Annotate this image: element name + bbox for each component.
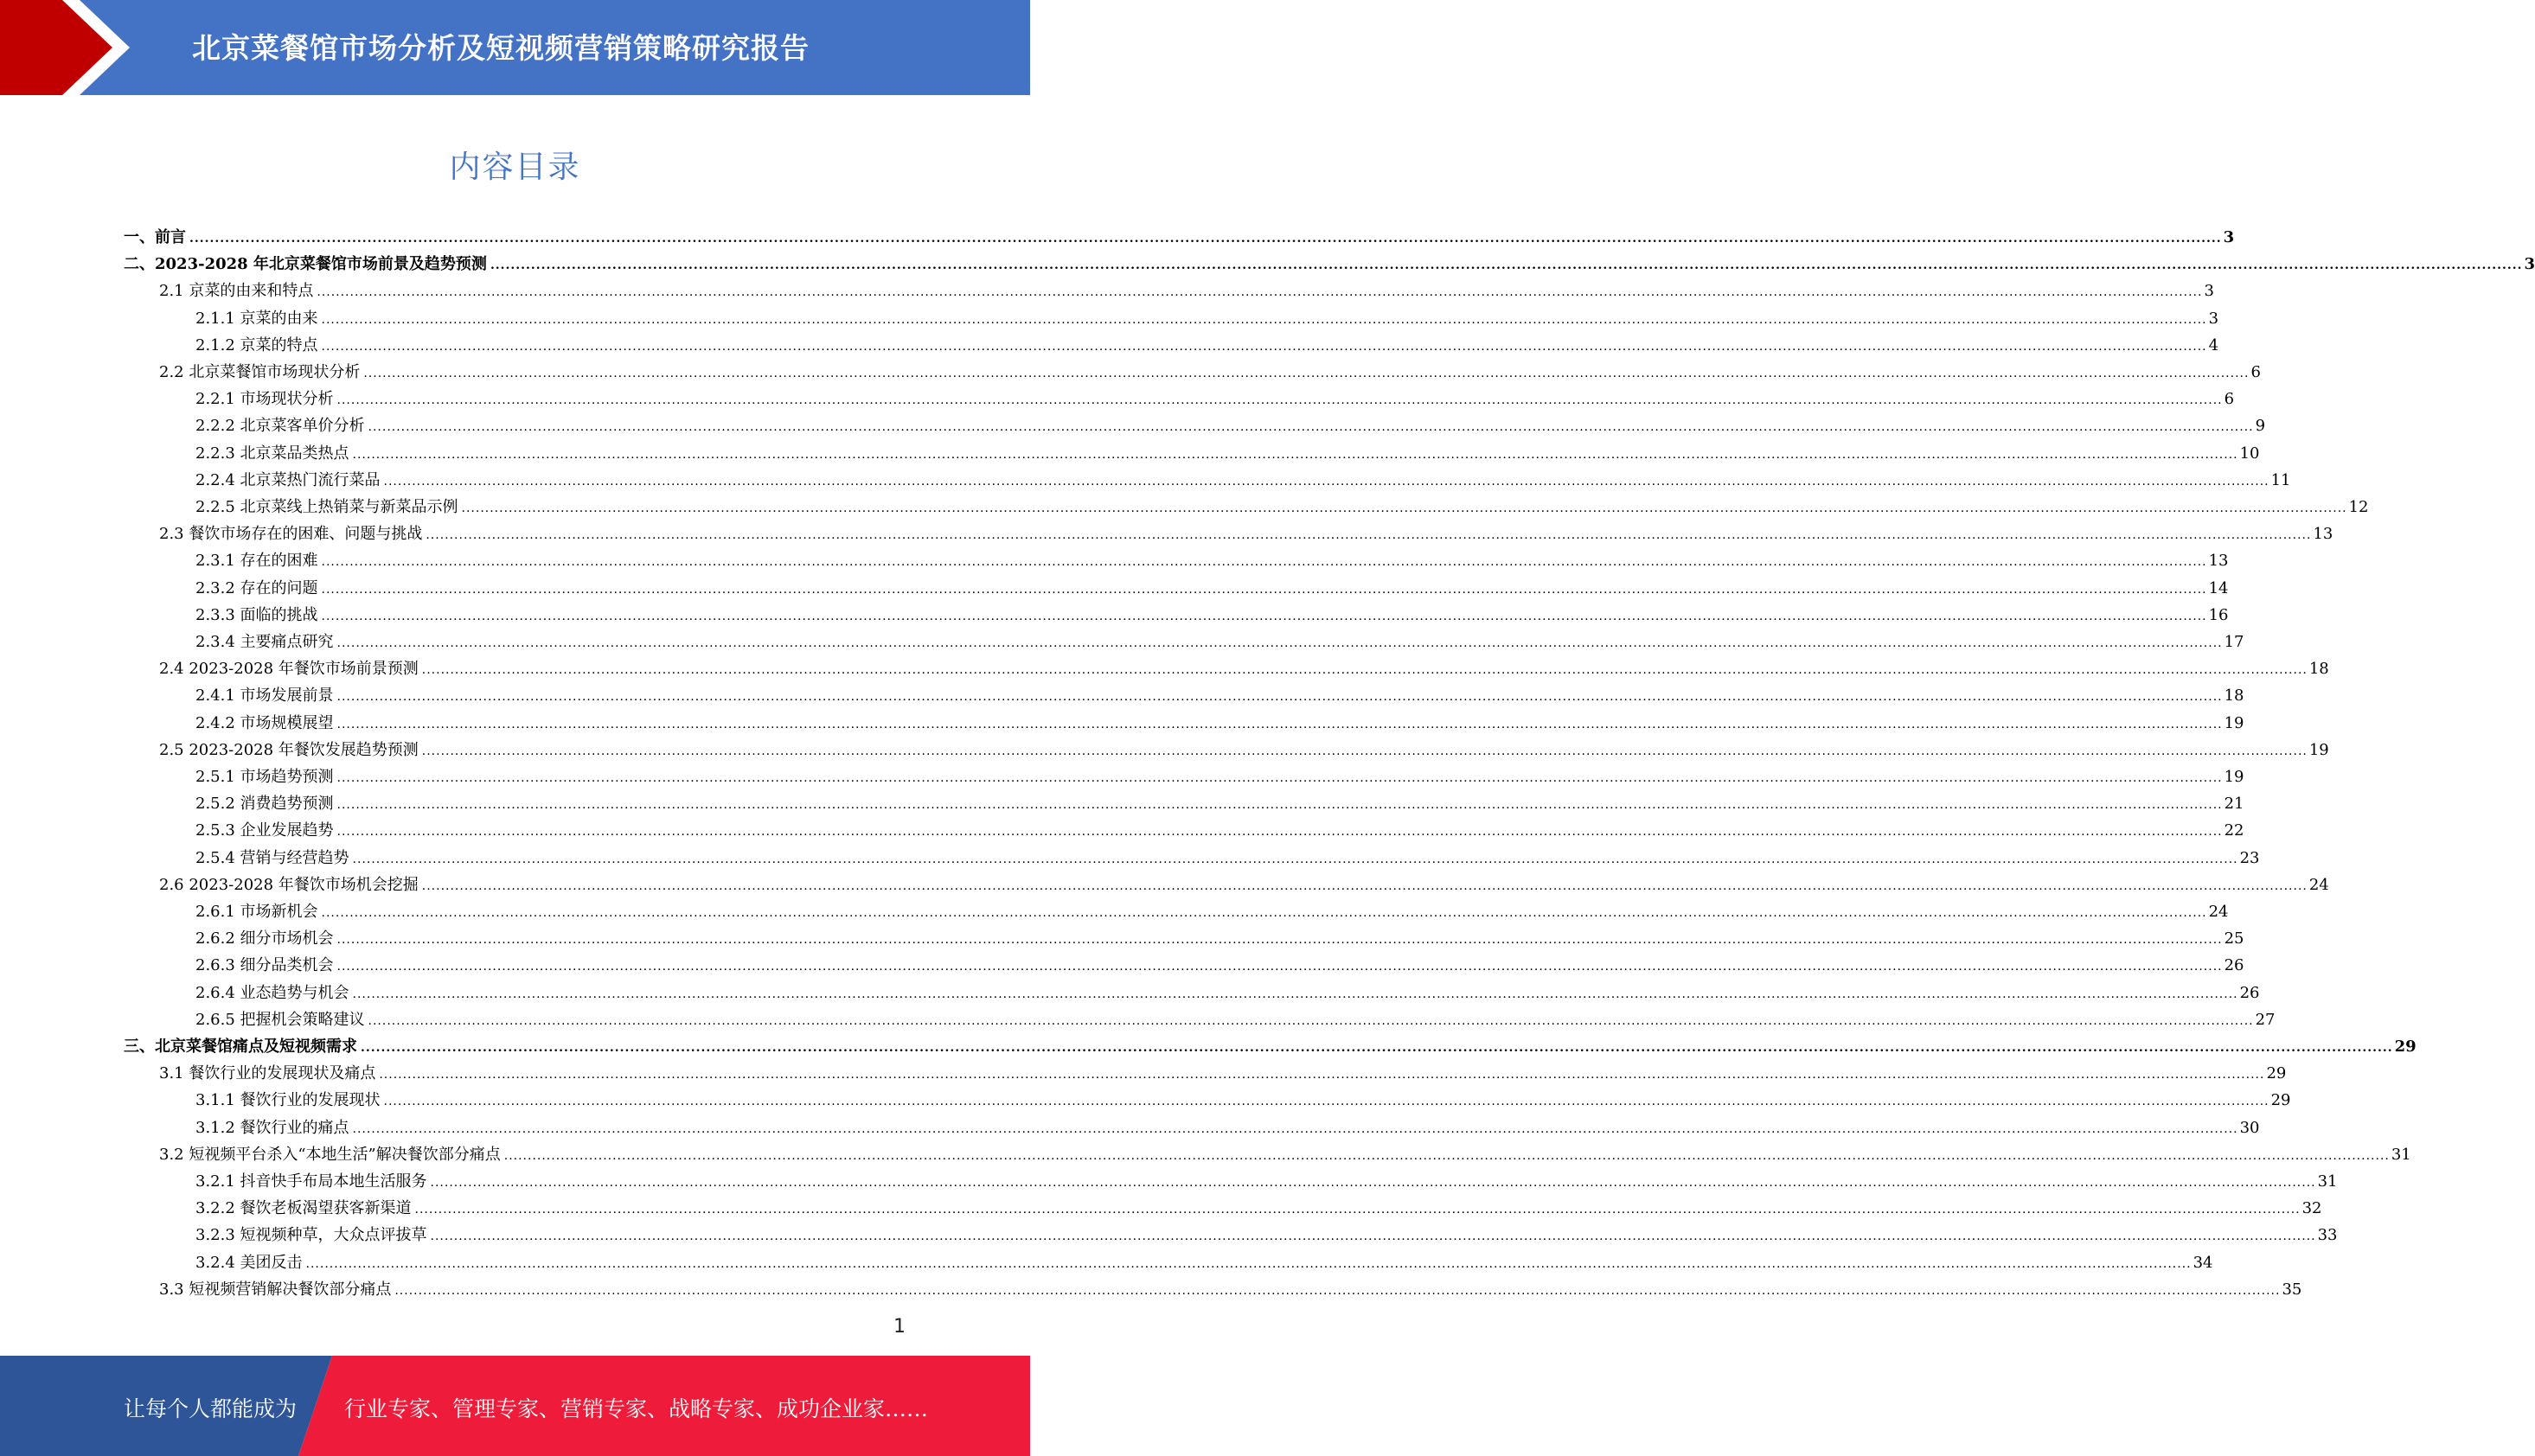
toc-entry-page: 10 <box>2239 444 2260 463</box>
toc-leader-dots: ................................................................................................................................................................................................................................................................................................................................................................................................................ <box>368 420 2254 435</box>
toc-leader-dots: ................................................................................................................................................................................................................................................................................................................................................................................................................ <box>317 285 2203 300</box>
toc-entry-page: 14 <box>2208 578 2229 597</box>
toc-entry-label: 2.6.2 细分市场机会 <box>195 929 334 948</box>
toc-entry-label: 2.4.2 市场规模展望 <box>195 713 334 732</box>
toc-entry-page: 30 <box>2239 1118 2260 1137</box>
toc-entry[interactable] <box>195 706 2244 732</box>
toc-entry-page: 3 <box>2204 282 2214 301</box>
toc-entry[interactable] <box>124 1029 2417 1056</box>
toc-entry[interactable] <box>195 436 2260 463</box>
toc-entry-label: 2.2 北京菜餐馆市场现状分析 <box>159 363 361 381</box>
toc-entry-label: 3.1.2 餐饮行业的痛点 <box>195 1118 349 1137</box>
toc-leader-dots: ................................................................................................................................................................................................................................................................................................................................................................................................................ <box>352 987 2238 1001</box>
toc-leader-dots: ................................................................................................................................................................................................................................................................................................................................................................................................................ <box>336 636 2223 650</box>
toc-entry-page: 26 <box>2239 983 2260 1002</box>
toc-entry-page: 31 <box>2391 1145 2411 1164</box>
toc-entry[interactable] <box>124 246 2535 274</box>
toc-entry-page: 31 <box>2317 1172 2338 1191</box>
toc-entry-page: 21 <box>2224 795 2244 814</box>
toc-entry[interactable] <box>159 354 2261 381</box>
toc-entry-label: 2.5.4 营销与经营趋势 <box>195 848 349 867</box>
toc-entry-label: 3.2.4 美团反击 <box>195 1253 303 1272</box>
toc-entry-page: 35 <box>2282 1280 2302 1299</box>
toc-entry[interactable] <box>195 759 2244 786</box>
toc-entry[interactable] <box>195 948 2244 975</box>
toc-entry-page: 6 <box>2250 363 2261 381</box>
toc-entry-label: 2.2.2 北京菜客单价分析 <box>195 417 365 436</box>
toc-entry[interactable] <box>195 328 2219 354</box>
toc-entry[interactable] <box>159 867 2329 894</box>
toc-entry-page: 34 <box>2193 1253 2213 1272</box>
toc-leader-dots: ................................................................................................................................................................................................................................................................................................................................................................................................................ <box>352 1121 2238 1136</box>
toc-entry-label: 2.2.4 北京菜热门流行菜品 <box>195 470 381 489</box>
toc-leader-dots: ................................................................................................................................................................................................................................................................................................................................................................................................................ <box>503 1148 2390 1163</box>
toc-entry-page: 19 <box>2224 713 2244 732</box>
toc-entry-page: 3 <box>2223 228 2235 246</box>
toc-entry[interactable] <box>195 1245 2213 1272</box>
toc-entry-label: 3.2.1 抖音快手布局本地生活服务 <box>195 1172 427 1191</box>
toc-entry-page: 26 <box>2224 956 2244 975</box>
toc-leader-dots: ................................................................................................................................................................................................................................................................................................................................................................................................................ <box>383 474 2269 489</box>
toc-leader-dots: ................................................................................................................................................................................................................................................................................................................................................................................................................ <box>321 312 2207 327</box>
page-number: 1 <box>893 1316 906 1338</box>
toc-leader-dots: ................................................................................................................................................................................................................................................................................................................................................................................................................ <box>321 339 2207 354</box>
toc-entry-page: 22 <box>2224 821 2244 840</box>
toc-entry[interactable] <box>195 1002 2276 1029</box>
toc-leader-dots: ................................................................................................................................................................................................................................................................................................................................................................................................................ <box>321 609 2207 623</box>
toc-entry-page: 24 <box>2308 875 2329 894</box>
toc-leader-dots: ................................................................................................................................................................................................................................................................................................................................................................................................................ <box>361 1041 2393 1055</box>
toc-leader-dots: ................................................................................................................................................................................................................................................................................................................................................................................................................ <box>336 798 2223 813</box>
toc-entry[interactable] <box>195 894 2229 921</box>
toc-entry-page: 29 <box>2270 1091 2291 1110</box>
toc-entry-label: 3.1.1 餐饮行业的发展现状 <box>195 1091 381 1110</box>
toc-leader-dots: ................................................................................................................................................................................................................................................................................................................................................................................................................ <box>321 582 2207 597</box>
toc-entry[interactable] <box>195 678 2244 706</box>
toc-leader-dots: ................................................................................................................................................................................................................................................................................................................................................................................................................ <box>490 259 2523 273</box>
toc-entry-label: 3.3 短视频营销解决餐饮部分痛点 <box>159 1280 392 1299</box>
toc-entry-label: 2.5.2 消费趋势预测 <box>195 795 334 814</box>
toc-entry-page: 18 <box>2224 686 2244 706</box>
toc-entry[interactable] <box>195 840 2260 867</box>
toc-entry[interactable] <box>159 1137 2411 1164</box>
toc-entry-page: 13 <box>2208 552 2229 571</box>
toc-entry[interactable] <box>124 220 2235 246</box>
toc-entry-label: 2.3 餐饮市场存在的困难、问题与挑战 <box>159 525 423 544</box>
toc-entry-page: 23 <box>2239 848 2260 867</box>
toc-entry-page: 18 <box>2308 660 2329 679</box>
toc-leader-dots: ................................................................................................................................................................................................................................................................................................................................................................................................................ <box>394 1283 2281 1298</box>
toc-leader-dots: ................................................................................................................................................................................................................................................................................................................................................................................................................ <box>461 501 2347 515</box>
toc-entry-label: 三、北京菜餐馆痛点及短视频需求 <box>124 1038 357 1056</box>
toc-entry-page: 25 <box>2224 929 2244 948</box>
toc-leader-dots: ................................................................................................................................................................................................................................................................................................................................................................................................................ <box>421 878 2308 893</box>
toc-entry-page: 17 <box>2224 633 2244 651</box>
toc-leader-dots: ................................................................................................................................................................................................................................................................................................................................................................................................................ <box>352 447 2238 462</box>
toc-entry[interactable] <box>195 975 2260 1002</box>
toc-entry[interactable] <box>195 813 2244 840</box>
toc-entry[interactable] <box>195 624 2244 651</box>
toc-leader-dots: ................................................................................................................................................................................................................................................................................................................................................................................................................ <box>321 906 2207 920</box>
toc-entry-label: 2.2.1 市场现状分析 <box>195 390 334 409</box>
toc-entry-label: 3.1 餐饮行业的发展现状及痛点 <box>159 1064 376 1083</box>
toc-entry-label: 2.4.1 市场发展前景 <box>195 686 334 706</box>
toc-entry-page: 16 <box>2208 605 2229 624</box>
footer-slogan-right: 行业专家、管理专家、营销专家、战略专家、成功企业家…… <box>344 1396 929 1421</box>
toc-entry-label: 2.5.1 市场趋势预测 <box>195 768 334 786</box>
toc-leader-dots: ................................................................................................................................................................................................................................................................................................................................................................................................................ <box>336 825 2223 840</box>
toc-entry[interactable] <box>159 273 2214 301</box>
toc-leader-dots: ................................................................................................................................................................................................................................................................................................................................................................................................................ <box>383 1095 2269 1109</box>
toc-entry[interactable] <box>195 301 2219 328</box>
toc-entry[interactable] <box>195 1191 2322 1218</box>
toc-entry-label: 2.1.1 京菜的由来 <box>195 309 318 328</box>
toc-leader-dots: ................................................................................................................................................................................................................................................................................................................................................................................................................ <box>426 528 2312 543</box>
toc-entry-page: 32 <box>2301 1199 2322 1218</box>
toc-entry[interactable] <box>195 543 2229 571</box>
toc-leader-dots: ................................................................................................................................................................................................................................................................................................................................................................................................................ <box>336 393 2223 408</box>
toc-leader-dots: ................................................................................................................................................................................................................................................................................................................................................................................................................ <box>352 852 2238 866</box>
toc-entry-page: 12 <box>2348 498 2369 516</box>
toc-entry-label: 一、前言 <box>124 228 186 246</box>
toc-entry-label: 3.2.3 短视频种草，大众点评拔草 <box>195 1226 427 1245</box>
toc-entry-label: 2.3.2 存在的问题 <box>195 578 318 597</box>
toc-entry-label: 2.3.1 存在的困难 <box>195 552 318 571</box>
toc-entry[interactable] <box>195 1110 2260 1137</box>
toc-leader-dots: ................................................................................................................................................................................................................................................................................................................................................................................................................ <box>336 933 2223 948</box>
toc-entry-label: 2.2.3 北京菜品类热点 <box>195 444 349 463</box>
toc-heading: 内容目录 <box>449 150 581 185</box>
toc-entry[interactable] <box>195 381 2235 409</box>
toc-entry-label: 3.2 短视频平台杀入“本地生活”解决餐饮部分痛点 <box>159 1145 501 1164</box>
toc-entry-page: 13 <box>2313 525 2333 544</box>
toc-entry-page: 3 <box>2524 255 2535 274</box>
toc-leader-dots: ................................................................................................................................................................................................................................................................................................................................................................................................................ <box>336 717 2223 731</box>
footer-slogan-left: 让每个人都能成为 <box>124 1396 298 1421</box>
toc-entry[interactable] <box>195 571 2229 597</box>
toc-entry-label: 2.5 2023-2028 年餐饮发展趋势预测 <box>159 740 419 759</box>
toc-entry-label: 2.4 2023-2028 年餐饮市场前景预测 <box>159 660 419 679</box>
toc-entry-page: 29 <box>2394 1038 2417 1056</box>
toc-entry-page: 19 <box>2308 740 2329 759</box>
toc-leader-dots: ................................................................................................................................................................................................................................................................................................................................................................................................................ <box>421 663 2308 678</box>
toc-entry-label: 2.1 京菜的由来和特点 <box>159 282 314 301</box>
toc-entry-label: 2.6.5 把握机会策略建议 <box>195 1010 365 1029</box>
toc-entry-page: 33 <box>2317 1226 2338 1245</box>
toc-entry-label: 2.5.3 企业发展趋势 <box>195 821 334 840</box>
toc-leader-dots: ................................................................................................................................................................................................................................................................................................................................................................................................................ <box>430 1176 2316 1190</box>
toc-entry-page: 11 <box>2270 470 2291 489</box>
toc-entry[interactable] <box>195 463 2291 489</box>
report-title: 北京菜餐馆市场分析及短视频营销策略研究报告 <box>192 31 810 65</box>
toc-entry[interactable] <box>195 786 2244 814</box>
toc-entry-label: 2.6 2023-2028 年餐饮市场机会挖掘 <box>159 875 419 894</box>
toc-entry[interactable] <box>195 1082 2291 1110</box>
toc-entry-label: 二、2023-2028 年北京菜餐馆市场前景及趋势预测 <box>124 255 487 274</box>
toc-entry[interactable] <box>159 1272 2302 1299</box>
toc-leader-dots: ................................................................................................................................................................................................................................................................................................................................................................................................................ <box>336 690 2223 705</box>
toc-leader-dots: ................................................................................................................................................................................................................................................................................................................................................................................................................ <box>430 1229 2316 1244</box>
toc-entry[interactable] <box>159 1056 2287 1083</box>
toc-entry[interactable] <box>195 921 2244 948</box>
toc-entry[interactable] <box>195 489 2369 516</box>
toc-entry-label: 2.2.5 北京菜线上热销菜与新菜品示例 <box>195 498 458 516</box>
toc-entry[interactable] <box>195 1217 2338 1245</box>
toc-entry[interactable] <box>159 516 2333 544</box>
toc-entry-page: 24 <box>2208 903 2229 921</box>
toc-entry-page: 29 <box>2266 1064 2287 1083</box>
toc-entry-label: 2.6.4 业态趋势与机会 <box>195 983 349 1002</box>
toc-entry-label: 2.6.1 市场新机会 <box>195 903 318 921</box>
toc-entry-label: 3.2.2 餐饮老板渴望获客新渠道 <box>195 1199 412 1218</box>
page-header <box>0 0 1030 95</box>
toc-entry-page: 6 <box>2224 390 2235 409</box>
toc-entry-label: 2.6.3 细分品类机会 <box>195 956 334 975</box>
toc-entry[interactable] <box>159 732 2329 759</box>
toc-leader-dots: ................................................................................................................................................................................................................................................................................................................................................................................................................ <box>305 1256 2192 1271</box>
toc-entry[interactable] <box>195 1164 2338 1191</box>
toc-entry-label: 2.1.2 京菜的特点 <box>195 335 318 354</box>
toc-leader-dots: ................................................................................................................................................................................................................................................................................................................................................................................................................ <box>336 960 2223 974</box>
toc-entry-page: 3 <box>2208 309 2219 328</box>
toc-entry[interactable] <box>195 597 2229 624</box>
toc-entry[interactable] <box>195 408 2266 436</box>
toc-entry-label: 2.3.4 主要痛点研究 <box>195 633 334 651</box>
toc-entry[interactable] <box>159 651 2329 679</box>
toc-leader-dots: ................................................................................................................................................................................................................................................................................................................................................................................................................ <box>414 1203 2301 1217</box>
toc-entry-label: 2.3.3 面临的挑战 <box>195 605 318 624</box>
toc-leader-dots: ................................................................................................................................................................................................................................................................................................................................................................................................................ <box>321 555 2207 570</box>
toc-leader-dots: ................................................................................................................................................................................................................................................................................................................................................................................................................ <box>368 1013 2254 1028</box>
toc-entry-page: 27 <box>2255 1010 2276 1029</box>
toc-leader-dots: ................................................................................................................................................................................................................................................................................................................................................................................................................ <box>189 232 2222 246</box>
page-footer <box>0 1356 1030 1456</box>
toc-leader-dots: ................................................................................................................................................................................................................................................................................................................................................................................................................ <box>421 744 2308 758</box>
toc-entry-page: 4 <box>2208 335 2219 354</box>
toc-entry-page: 19 <box>2224 768 2244 786</box>
toc-entry-page: 9 <box>2255 417 2266 436</box>
toc-leader-dots: ................................................................................................................................................................................................................................................................................................................................................................................................................ <box>336 771 2223 785</box>
toc-leader-dots: ................................................................................................................................................................................................................................................................................................................................................................................................................ <box>363 367 2250 380</box>
toc-leader-dots: ................................................................................................................................................................................................................................................................................................................................................................................................................ <box>379 1068 2265 1082</box>
